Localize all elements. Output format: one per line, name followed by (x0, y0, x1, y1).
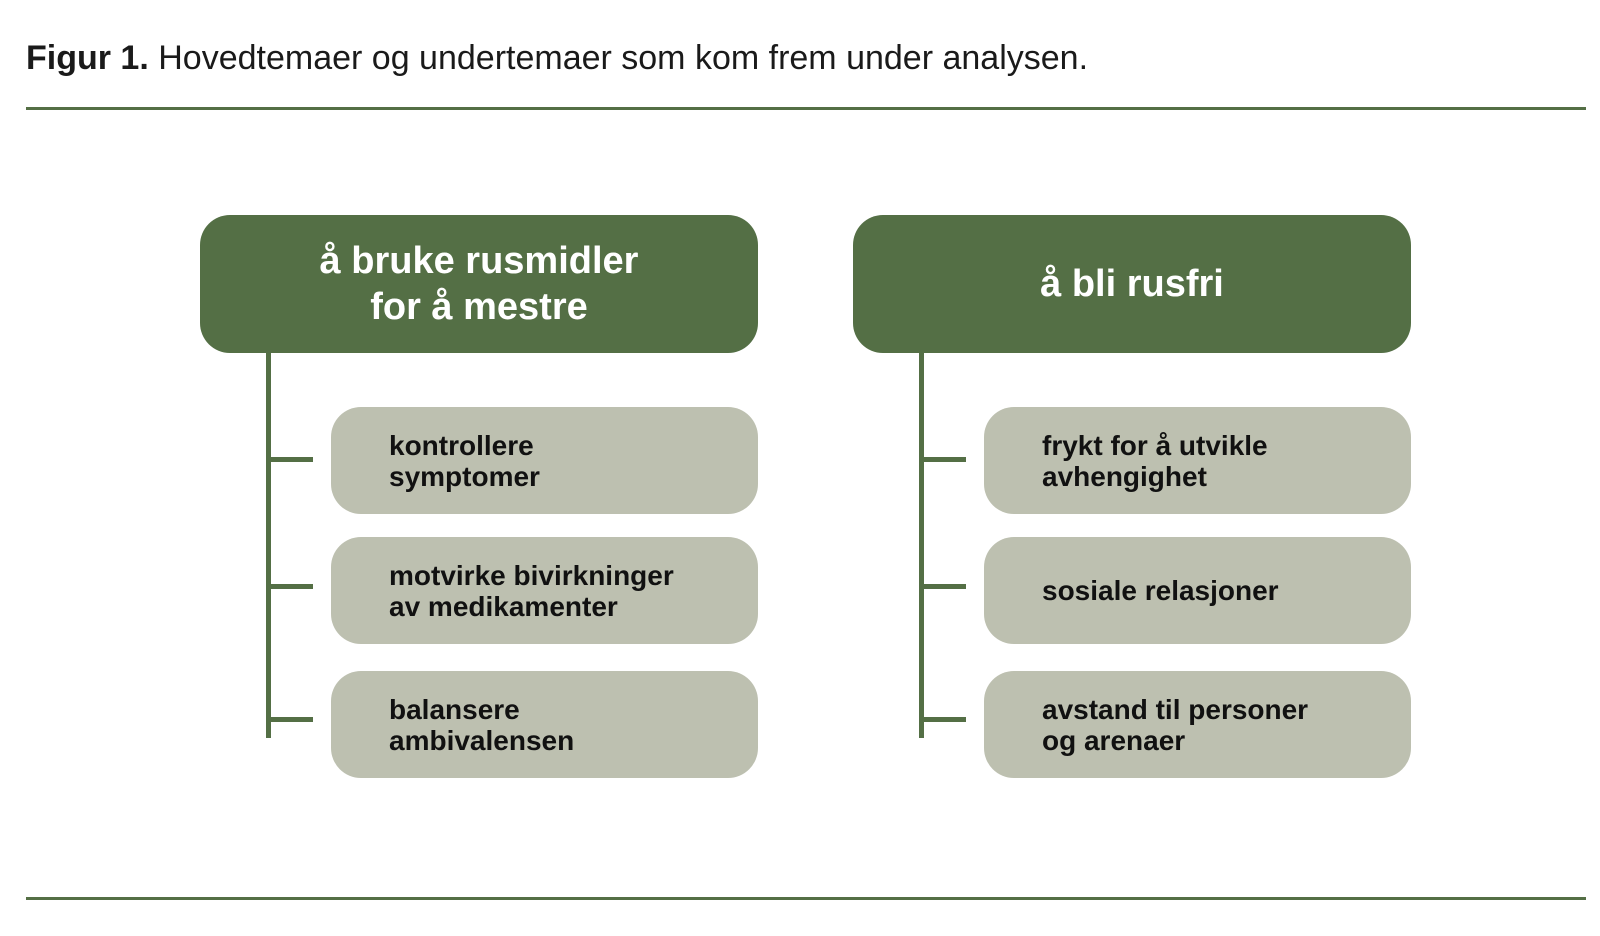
subtheme-box: kontrollere symptomer (331, 407, 758, 514)
connector-branch (919, 584, 966, 589)
subtheme-box: motvirke bivirkninger av medikamenter (331, 537, 758, 644)
top-divider (26, 107, 1586, 110)
subtheme-box: sosiale relasjoner (984, 537, 1411, 644)
theme-column-2 (853, 215, 1411, 795)
subtheme-box: avstand til personer og arenaer (984, 671, 1411, 778)
connector-branch (919, 717, 966, 722)
connector-branch (266, 717, 313, 722)
theme-column-1 (200, 215, 758, 795)
bottom-divider (26, 897, 1586, 900)
connector-branch (919, 457, 966, 462)
subtheme-box: frykt for å utvikle avhengighet (984, 407, 1411, 514)
connector-trunk (919, 353, 924, 738)
connector-branch (266, 457, 313, 462)
connector-branch (266, 584, 313, 589)
figure-caption-label: Figur 1. (26, 39, 149, 77)
main-theme-1: å bruke rusmidler for å mestre (200, 215, 758, 353)
connector-trunk (266, 353, 271, 738)
figure-caption (26, 38, 1088, 79)
subtheme-box: balansere ambivalensen (331, 671, 758, 778)
figure-caption-text: Hovedtemaer og undertemaer som kom frem under analysen. (148, 39, 1089, 77)
main-theme-2: å bli rusfri (853, 215, 1411, 353)
